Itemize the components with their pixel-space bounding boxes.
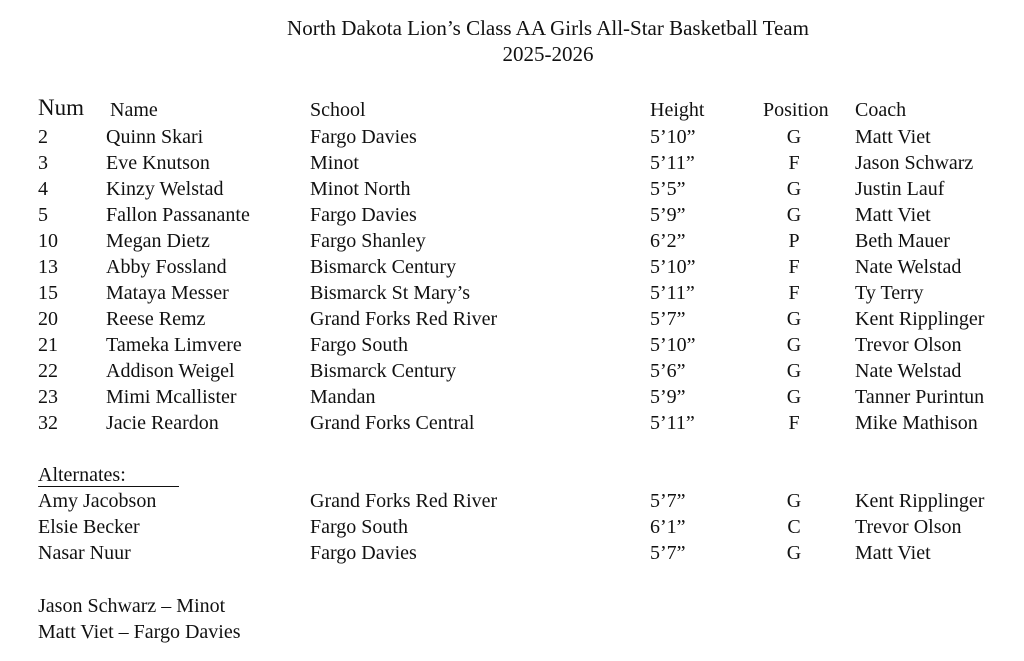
player-name: Mataya Messer: [106, 282, 229, 304]
player-school: Minot North: [310, 178, 411, 200]
player-height: 5’7”: [650, 308, 686, 330]
player-school: Bismarck St Mary’s: [310, 282, 470, 304]
alternate-position: C: [787, 516, 801, 538]
player-school: Bismarck Century: [310, 360, 457, 382]
player-num: 5: [38, 204, 48, 226]
alternate-school: Fargo Davies: [310, 542, 417, 564]
document-season: 2025-2026: [502, 42, 594, 66]
player-height: 6’2”: [650, 230, 686, 252]
document-title: North Dakota Lion’s Class AA Girls All-Star Basketball Team: [287, 16, 809, 40]
player-num: 32: [38, 412, 58, 434]
player-num: 4: [38, 178, 48, 200]
player-school: Minot: [310, 152, 359, 174]
player-school: Fargo South: [310, 334, 408, 356]
player-name: Kinzy Welstad: [106, 178, 224, 200]
alternate-height: 5’7”: [650, 490, 686, 512]
player-position: F: [788, 256, 800, 278]
alternate-height: 6’1”: [650, 516, 686, 538]
player-name: Fallon Passanante: [106, 204, 250, 226]
player-coach: Matt Viet: [855, 126, 931, 148]
player-coach: Ty Terry: [855, 282, 924, 304]
player-num: 15: [38, 282, 58, 304]
player-height: 5’10”: [650, 334, 696, 356]
player-name: Addison Weigel: [106, 360, 235, 382]
player-num: 21: [38, 334, 58, 356]
player-height: 5’11”: [650, 412, 695, 434]
alternate-coach: Trevor Olson: [855, 516, 962, 538]
player-coach: Nate Welstad: [855, 360, 962, 382]
alternate-school: Grand Forks Red River: [310, 490, 498, 512]
alternate-name: Elsie Becker: [38, 516, 140, 538]
alternate-coach: Kent Ripplinger: [855, 490, 985, 512]
header-name: Name: [110, 99, 158, 121]
player-coach: Beth Mauer: [855, 230, 950, 252]
player-height: 5’11”: [650, 282, 695, 304]
player-position: G: [786, 386, 802, 408]
player-name: Quinn Skari: [106, 126, 204, 148]
header-num: Num: [38, 95, 84, 120]
alternate-position: G: [786, 490, 802, 512]
player-name: Reese Remz: [106, 308, 206, 330]
player-height: 5’9”: [650, 204, 686, 226]
player-height: 5’11”: [650, 152, 695, 174]
player-num: 23: [38, 386, 58, 408]
coach-line: Matt Viet – Fargo Davies: [38, 621, 241, 643]
alternate-position: G: [786, 542, 802, 564]
alternate-coach: Matt Viet: [855, 542, 931, 564]
player-position: F: [788, 152, 800, 174]
player-name: Eve Knutson: [106, 152, 210, 174]
player-num: 10: [38, 230, 58, 252]
player-school: Fargo Shanley: [310, 230, 426, 252]
alternate-height: 5’7”: [650, 542, 686, 564]
header-coach: Coach: [855, 99, 907, 121]
player-coach: Jason Schwarz: [855, 152, 974, 174]
player-coach: Tanner Purintun: [855, 386, 985, 408]
player-name: Mimi Mcallister: [106, 386, 237, 408]
player-school: Grand Forks Central: [310, 412, 475, 434]
player-position: G: [786, 126, 802, 148]
player-coach: Nate Welstad: [855, 256, 962, 278]
player-school: Fargo Davies: [310, 126, 417, 148]
player-height: 5’6”: [650, 360, 686, 382]
player-coach: Kent Ripplinger: [855, 308, 985, 330]
player-position: G: [786, 204, 802, 226]
player-position: G: [786, 178, 802, 200]
header-height: Height: [650, 99, 705, 121]
player-position: G: [786, 308, 802, 330]
player-position: G: [786, 334, 802, 356]
player-coach: Justin Lauf: [855, 178, 945, 200]
player-height: 5’9”: [650, 386, 686, 408]
player-coach: Trevor Olson: [855, 334, 962, 356]
player-coach: Mike Mathison: [855, 412, 978, 434]
player-school: Bismarck Century: [310, 256, 457, 278]
player-school: Mandan: [310, 386, 376, 408]
player-position: P: [788, 230, 800, 252]
alternates-label: Alternates:: [38, 464, 179, 487]
player-position: F: [788, 412, 800, 434]
player-name: Abby Fossland: [106, 256, 227, 278]
player-height: 5’5”: [650, 178, 686, 200]
player-position: F: [788, 282, 800, 304]
player-school: Grand Forks Red River: [310, 308, 498, 330]
alternate-school: Fargo South: [310, 516, 408, 538]
coach-line: Jason Schwarz – Minot: [38, 595, 226, 617]
alternate-name: Amy Jacobson: [38, 490, 157, 512]
player-height: 5’10”: [650, 126, 696, 148]
alternate-name: Nasar Nuur: [38, 542, 131, 564]
player-name: Tameka Limvere: [106, 334, 242, 356]
player-num: 3: [38, 152, 48, 174]
player-num: 22: [38, 360, 58, 382]
player-position: G: [786, 360, 802, 382]
player-num: 20: [38, 308, 58, 330]
player-school: Fargo Davies: [310, 204, 417, 226]
player-name: Jacie Reardon: [106, 412, 219, 434]
player-num: 2: [38, 126, 48, 148]
header-position: Position: [763, 99, 829, 121]
player-height: 5’10”: [650, 256, 696, 278]
player-coach: Matt Viet: [855, 204, 931, 226]
header-school: School: [310, 99, 366, 121]
player-num: 13: [38, 256, 58, 278]
player-name: Megan Dietz: [106, 230, 210, 252]
